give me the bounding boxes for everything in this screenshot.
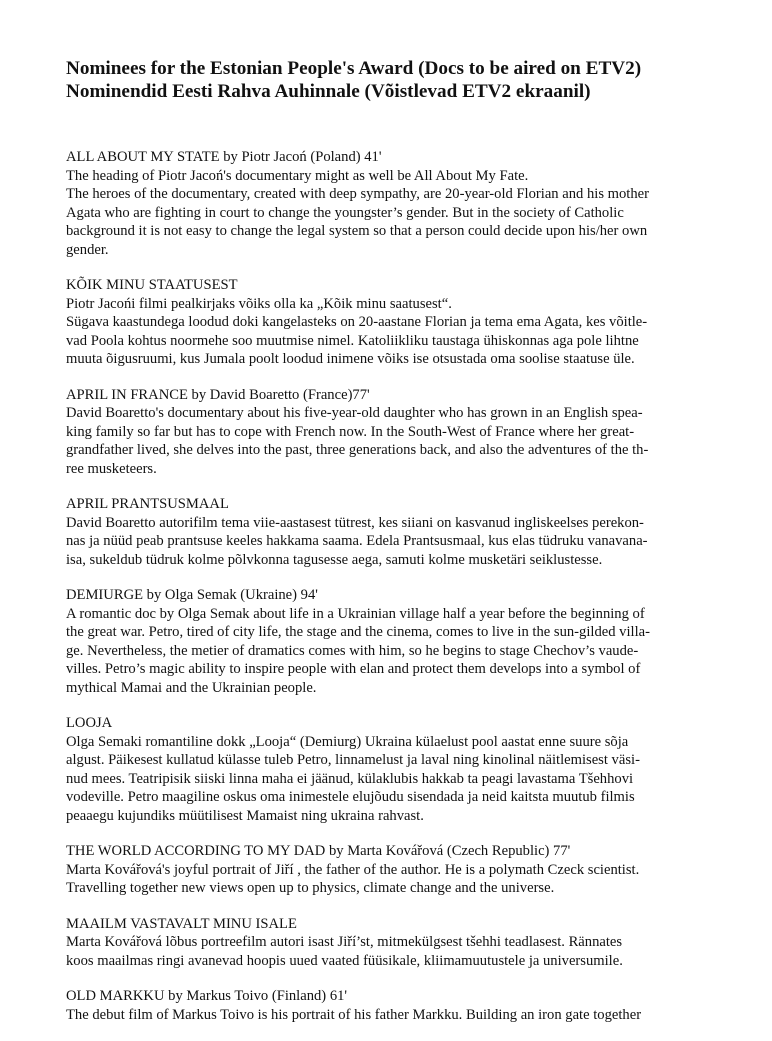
film-entry-list	[66, 148, 716, 1024]
title-line-estonian: Nominendid Eesti Rahva Auhinnale (Võistlevad ETV2 ekraanil)	[66, 81, 591, 102]
film-entry-text-line: villes. Petro’s magic ability to inspire people with elan and protect them develops into a symbol of	[66, 661, 641, 677]
film-entry	[66, 842, 716, 898]
film-entry-text-line: ge. Nevertheless, the metier of dramatics comes with him, so he begins to stage Chechov’s vaude-	[66, 642, 639, 659]
film-entry-text-line: Agata who are fighting in court to change the youngster’s gender. But in the society of Catholic	[66, 204, 624, 221]
film-entry-text-line: gender.	[66, 241, 109, 258]
film-entry	[66, 276, 716, 369]
film-entry	[66, 987, 716, 1024]
film-entry-text-line: The heroes of the documentary, created with deep sympathy, are 20-year-old Florian and his mother	[66, 186, 649, 202]
film-entry-text-line: Marta Kovářová lõbus portreefilm autori isast Jiří’st, mitmekülgsest tšehhi teadlasest. Rännates	[66, 934, 623, 950]
film-entry-text-line: ree musketeers.	[66, 460, 157, 477]
film-entry	[66, 495, 716, 569]
film-entry-text-line: muuta õigusruumi, kus Jumala poolt loodud inimene võiks ise otsustada oma soolise staatuse üle.	[66, 351, 635, 367]
film-entry-text-line: mythical Mamai and the Ukrainian people.	[66, 679, 317, 696]
film-entry	[66, 148, 716, 259]
film-entry	[66, 714, 716, 825]
film-entry-text-line: king family so far but has to cope with French now. In the South-West of France where her great-	[66, 423, 635, 440]
film-entry-text-line: nud mees. Teatripisik siiski linna maha ei jäänud, külaklubis hakkab ta peagi lavastama Tšehhovi	[66, 770, 634, 787]
film-entry-text-line: David Boaretto autorifilm tema viie-aastasest tütrest, kes siiani on kasvanud ingliskeelses perekon-	[66, 514, 644, 531]
film-entry	[66, 586, 716, 697]
film-entry-text-line: algust. Päikesest kullatud külasse tuleb Petro, linnamelust ja laval ning kinolinal näitlemisest väsi-	[66, 752, 640, 768]
film-entry-text-line: David Boaretto's documentary about his five-year-old daughter who has grown in an English spea-	[66, 405, 643, 421]
film-entry	[66, 386, 716, 479]
film-entry-heading: DEMIURGE by Olga Semak (Ukraine) 94'	[66, 587, 318, 603]
film-entry-text-line: isa, sukeldub tüdruk kolme põlvkonna tagusesse aega, samuti kolme musketäri seiklustesse.	[66, 551, 603, 568]
film-entry-heading: APRIL IN FRANCE by David Boaretto (France)77'	[66, 386, 370, 403]
film-entry-heading: APRIL PRANTSUSMAAL	[66, 496, 229, 512]
film-entry-heading: LOOJA	[66, 715, 113, 731]
film-entry-heading: OLD MARKKU by Markus Toivo (Finland) 61'	[66, 988, 348, 1004]
film-entry-text-line: Travelling together new views open up to physics, climate change and the universe.	[66, 880, 555, 896]
film-entry-heading: ALL ABOUT MY STATE by Piotr Jacoń (Poland) 41'	[66, 149, 382, 165]
film-entry-text-line: The heading of Piotr Jacoń's documentary might as well be All About My Fate.	[66, 167, 529, 184]
film-entry-text-line: Marta Kovářová's joyful portrait of Jiří , the father of the author. He is a polymath Czeck scientist.	[66, 861, 640, 878]
film-entry-text-line: vad Poola kohtus noormehe soo muutmise nimel. Katoliikliku taustaga ühiskonnas aga pole lihtne	[66, 332, 639, 349]
film-entry-text-line: grandfather lived, she delves into the past, three generations back, and also the adventures of the th-	[66, 442, 649, 458]
film-entry-text-line: Sügava kaastundega loodud doki kangelasteks on 20-aastane Florian ja tema ema Agata, kes võitle-	[66, 314, 648, 330]
document-page	[66, 57, 716, 1041]
film-entry-heading: MAAILM VASTAVALT MINU ISALE	[66, 915, 297, 932]
film-entry-heading: KÕIK MINU STAATUSEST	[66, 277, 238, 293]
film-entry-heading: THE WORLD ACCORDING TO MY DAD by Marta Kovářová (Czech Republic) 77'	[66, 843, 571, 859]
title-line-english: Nominees for the Estonian People's Award (Docs to be aired on ETV2)	[66, 58, 642, 79]
film-entry-text-line: background it is not easy to change the legal system so that a person could decide upon his/her own	[66, 223, 648, 239]
film-entry-text-line: peaaegu kujundiks müütilisest Mamaist ning ukraina rahvast.	[66, 807, 424, 824]
film-entry-text-line: Piotr Jacońi filmi pealkirjaks võiks olla ka „Kõik minu saatusest“.	[66, 295, 452, 312]
film-entry-text-line: The debut film of Markus Toivo is his portrait of his father Markku. Building an iron gate together	[66, 1006, 642, 1023]
document-title	[66, 57, 716, 103]
film-entry-text-line: vodeville. Petro maagiline oskus oma inimestele elujõudu sisendada ja neid kaitsta muutub filmis	[66, 789, 635, 805]
film-entry-text-line: A romantic doc by Olga Semak about life in a Ukrainian village half a year before the beginning of	[66, 605, 645, 622]
film-entry-text-line: Olga Semaki romantiline dokk „Looja“ (Demiurg) Ukraina külaelust pool aastat enne suure sõja	[66, 733, 629, 750]
film-entry	[66, 915, 716, 971]
film-entry-text-line: nas ja nüüd peab prantsuse keeles hakkama saama. Edela Prantsusmaal, kus elas tüdruku vanavana-	[66, 533, 648, 549]
film-entry-text-line: the great war. Petro, tired of city life, the stage and the cinema, comes to live in the sun-gilded villa-	[66, 624, 650, 640]
film-entry-text-line: koos maailmas ringi avanevad hoopis uued vaated füüsikale, kliimamuutustele ja universumile.	[66, 952, 623, 969]
